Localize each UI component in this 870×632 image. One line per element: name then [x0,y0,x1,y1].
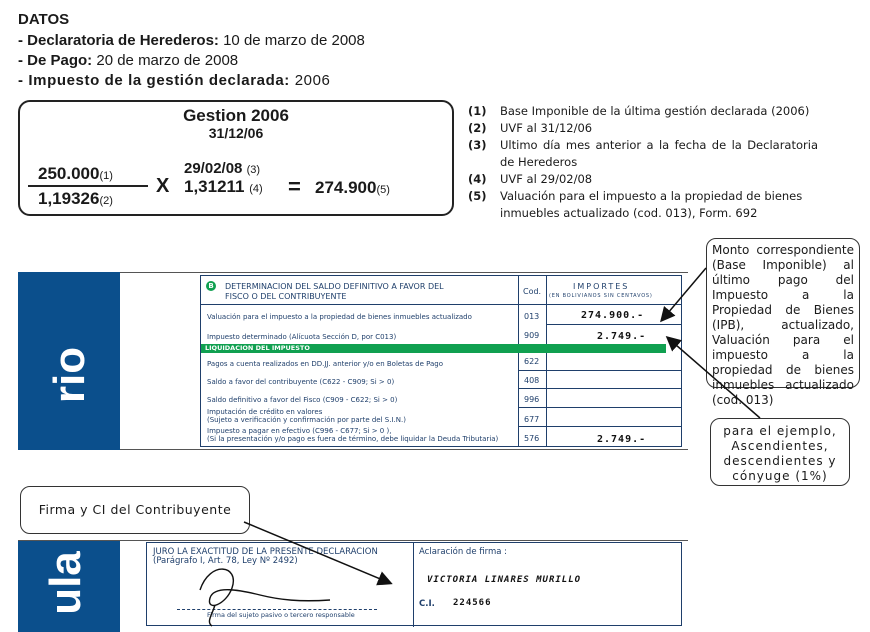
row-code-677: 677 [524,415,540,424]
aclaracion-label: Aclaración de firma : [419,547,508,557]
note-key: (2) [468,121,487,135]
row-label-677: Imputación de crédito en valores [207,408,323,416]
row-amount-909: 2.749.- [597,331,647,342]
note-text: Valuación para el impuesto a la propiedad de bienes inmuebles actualizado (cod. 013), Form. 692 [500,189,803,220]
ci-value: 224566 [453,598,492,608]
row-code-909: 909 [524,331,540,340]
juro-line1: JURO LA EXACTITUD DE LA PRESENTE DECLARACION [153,547,378,557]
datos-line3-value: 2006 [294,72,331,89]
row-code-408: 408 [524,376,540,385]
row-label-996: Saldo definitivo a favor del Fisco (C909 - C622; Si > 0) [207,396,398,404]
callout-firma: Firma y CI del Contribuyente [20,486,250,534]
table-title-line2: FISCO O DEL CONTRIBUYENTE [225,292,347,301]
note-key: (3) [468,138,487,152]
side-label-rio: rio [45,346,94,404]
result-value: 274.900 [315,178,377,197]
row-label-622: Pagos a cuenta realizados en DD.JJ. anterior y/o en Boletas de Pago [207,360,444,368]
note-text: Ultimo día mes anterior a la fecha de la Declaratoria de Herederos [500,138,818,169]
date2-ref: (3) [246,164,261,176]
numerator-ref: (1) [99,170,113,182]
row-code-622: 622 [524,357,540,366]
result-ref: (5) [376,184,390,196]
denominator-value: 1,19326 [38,189,100,208]
datos-line3-label: - Impuesto de la gestión declarada: [18,72,290,89]
datos-line1-value: 10 de marzo de 2008 [223,32,365,49]
factor-ref: (4) [249,183,263,195]
note-text: Base Imponible de la última gestión declarada (2006) [500,104,810,118]
equals-sign: = [288,174,301,199]
row-code-576: 576 [524,434,540,443]
row-label-576-sub: (Si la presentación y/o pago es fuera de término, debe liquidar la Deuda Tributaria) [207,435,499,443]
col-header-amounts-sub: (EN BOLIVIANOS SIN CENTAVOS) [549,293,653,299]
calc-date: 31/12/06 [208,125,264,141]
juro-line2: (Parágrafo I, Art. 78, Ley Nº 2492) [153,556,298,566]
signer-name: VICTORIA LINARES MURILLO [427,575,582,585]
note-key: (1) [468,104,487,118]
row-label-408: Saldo a favor del contribuyente (C622 - C909; Si > 0) [207,378,395,386]
firma-caption: Firma del sujeto pasivo o tercero responsable [207,611,355,619]
callout-ejemplo: para el ejemplo, Ascendientes, descendientes y cónyuge (1%) [710,418,850,486]
row-label-576: Impuesto a pagar en efectivo (C996 - C677; Si > 0 ), [207,427,392,435]
row-amount-576: 2.749.- [597,434,647,445]
denominator-ref: (2) [99,195,113,207]
side-label-ula: ula [41,551,90,615]
table-title-line1: DETERMINACION DEL SALDO DEFINITIVO A FAVOR DEL [225,282,444,291]
datos-line1-label: - Declaratoria de Herederos: [18,32,219,49]
handwritten-signature [200,569,330,626]
note-key: (5) [468,189,487,203]
calc-title: Gestion 2006 [183,106,289,125]
datos-line2-label: - De Pago: [18,52,93,69]
row-label-909: Impuesto determinado (Alícuota Sección D, por C013) [207,333,397,341]
note-key: (4) [468,172,487,186]
factor-value: 1,31211 [184,177,245,196]
row-code-013: 013 [524,312,540,321]
row-label-677-sub: (Sujeto a verificación y confirmación por parte del S.I.N.) [207,416,406,424]
col-header-code: Cod. [523,287,542,296]
callout-monto: Monto correspondiente (Base Imponible) al último pago del Impuesto a la Propiedad de Bienes (IPB), actualizado, Valuación para el impuesto a la propiedad de bienes inmuebles actualizado (cod. 013) [706,238,860,388]
row-code-996: 996 [524,395,540,404]
arrow-to-013 [662,268,706,320]
arrow-to-name [244,522,390,583]
times-sign: X [156,175,170,197]
datos-title: DATOS [18,11,70,28]
row-label-013: Valuación para el impuesto a la propiedad de bienes inmuebles actualizado [207,313,472,321]
arrow-to-909 [668,338,760,418]
row-amount-013: 274.900.- [581,310,645,321]
col-header-amounts: IMPORTES [573,282,630,291]
datos-line2-value: 20 de marzo de 2008 [96,52,239,69]
note-text: UVF al 29/02/08 [500,172,593,186]
ci-label: C.I. [419,599,435,609]
note-text: UVF al 31/12/06 [500,121,593,135]
liquidacion-band: LIQUIDACION DEL IMPUESTO [201,344,666,353]
numerator-value: 250.000 [38,164,100,183]
section-b-badge: B [206,281,216,291]
date2-value: 29/02/08 [184,160,243,177]
